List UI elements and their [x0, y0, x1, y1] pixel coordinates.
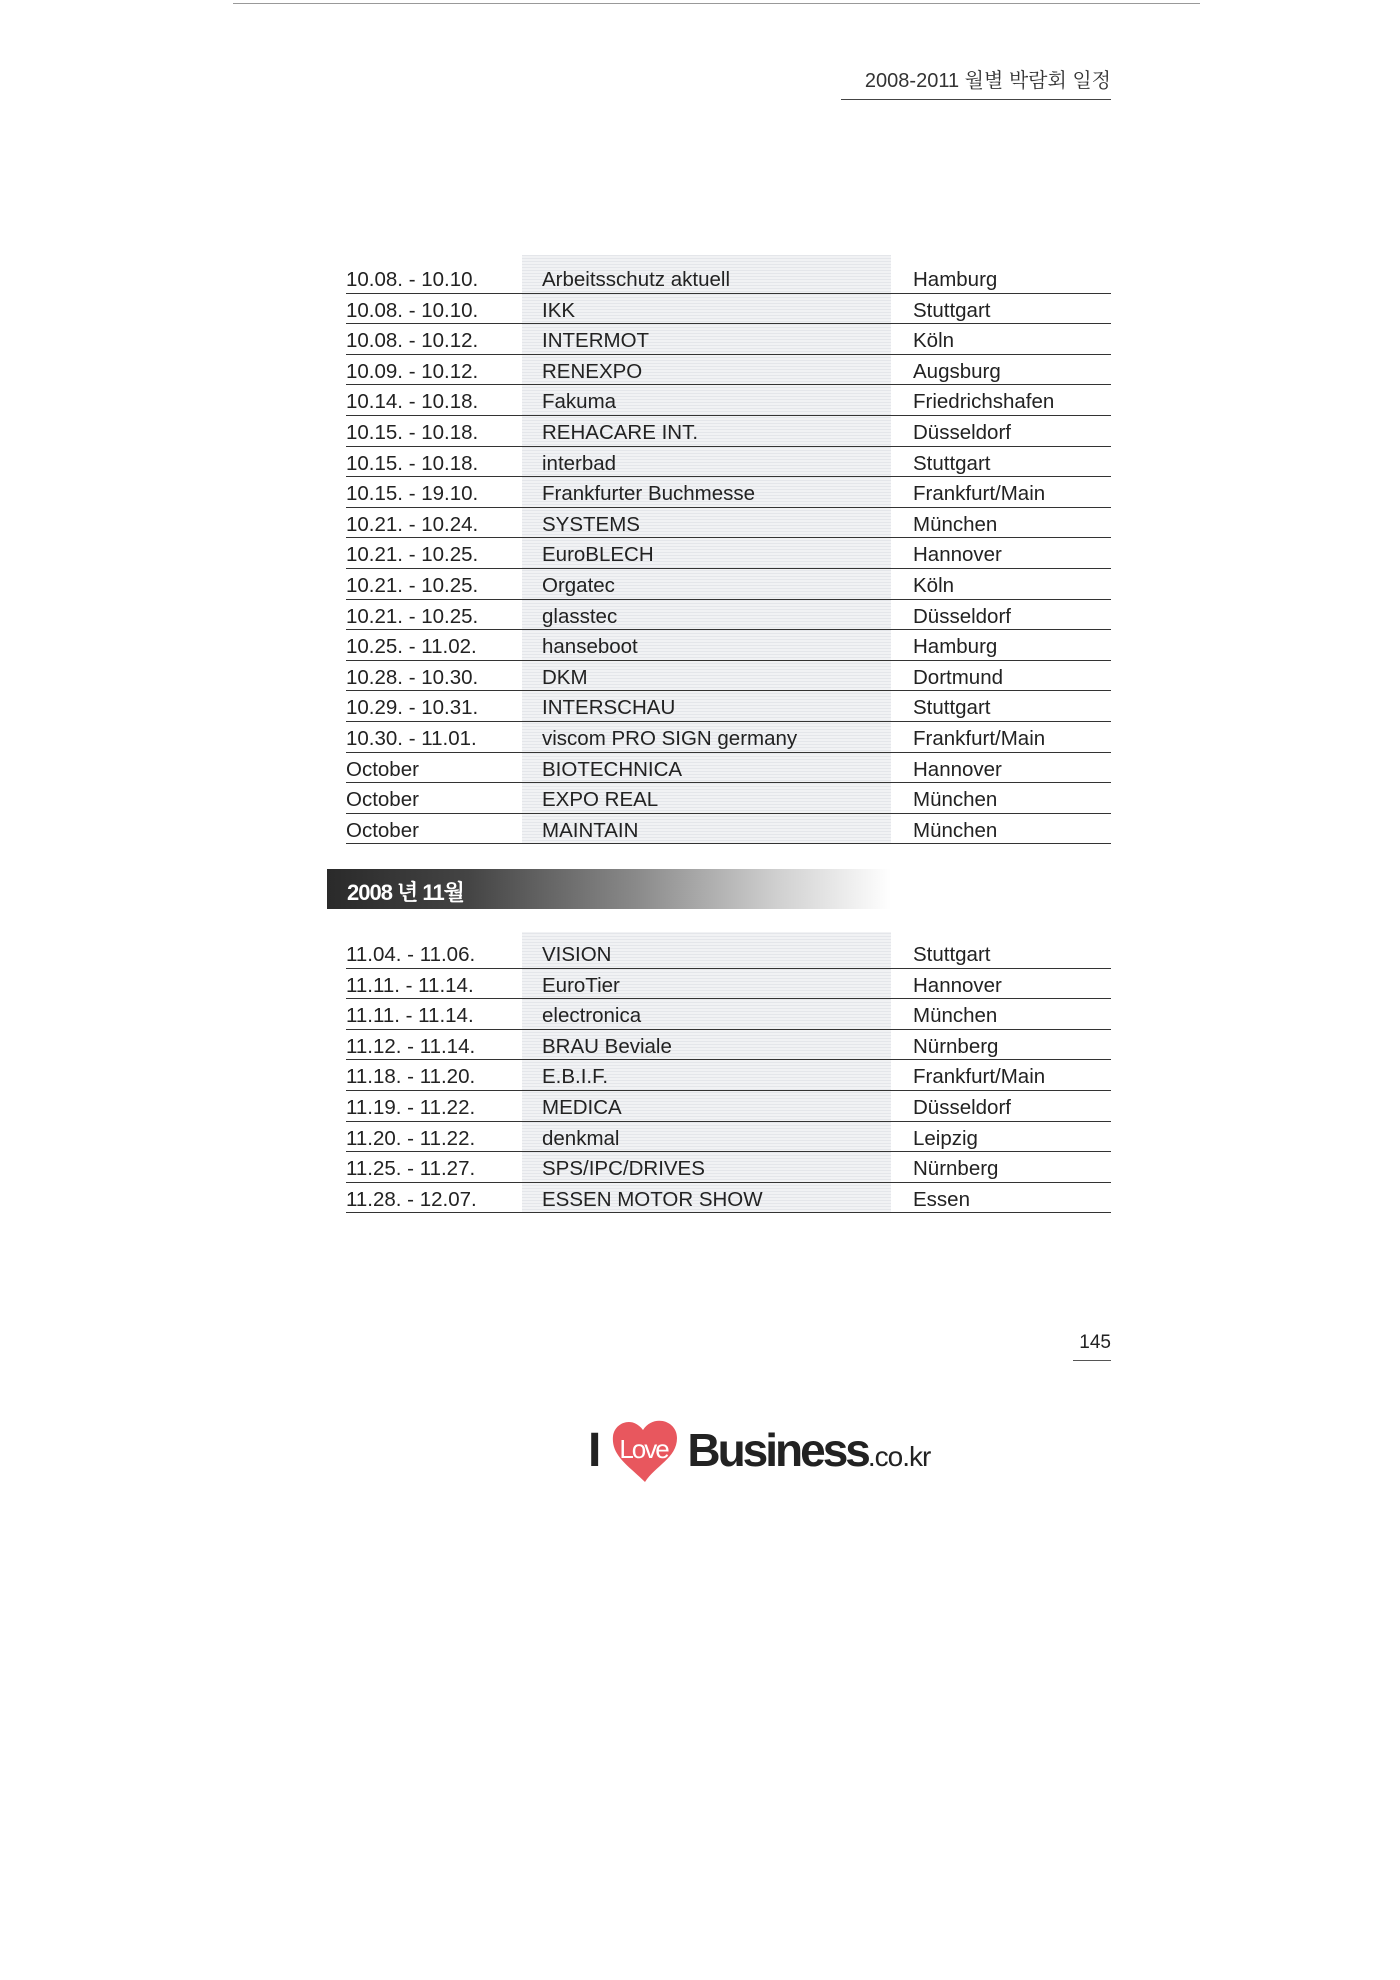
fair-date: 11.20. - 11.22. — [346, 1126, 476, 1150]
table-row — [346, 814, 1111, 845]
table-row — [346, 600, 1111, 631]
fair-city: Augsburg — [913, 359, 1001, 383]
table-row — [346, 263, 1111, 294]
fair-date: 10.21. - 10.25. — [346, 573, 479, 597]
fair-city: Frankfurt/Main — [913, 726, 1046, 750]
table-row — [346, 722, 1111, 753]
table-row — [346, 324, 1111, 355]
fair-date: 10.15. - 10.18. — [346, 451, 479, 475]
table-row — [346, 1122, 1111, 1153]
fair-date: 10.15. - 10.18. — [346, 420, 479, 444]
fair-name: MAINTAIN — [542, 818, 639, 842]
fair-city: Hamburg — [913, 268, 998, 291]
table-row — [346, 508, 1111, 539]
fair-date: 11.11. - 11.14. — [346, 1004, 474, 1028]
table-row — [346, 661, 1111, 692]
fair-city: Hannover — [913, 973, 1002, 997]
table-row — [346, 1183, 1111, 1214]
fair-city: Köln — [913, 573, 955, 597]
fair-date: 11.04. - 11.06. — [346, 943, 476, 966]
fair-name: SYSTEMS — [542, 512, 640, 536]
heart-icon — [609, 1414, 681, 1486]
table-row — [346, 416, 1111, 447]
fair-name: electronica — [542, 1004, 642, 1028]
fair-date: October — [346, 788, 419, 812]
fair-name: EuroBLECH — [542, 543, 654, 567]
fair-city: Friedrichshafen — [913, 390, 1055, 414]
november-fair-table — [346, 938, 1111, 1213]
table-row — [346, 691, 1111, 722]
fair-city: Nürnberg — [913, 1157, 999, 1181]
running-title: 2008-2011 월별 박람회 일정 — [864, 70, 1111, 92]
fair-city: Köln — [913, 329, 955, 353]
page-number-underline — [1073, 1360, 1111, 1361]
fair-name: E.B.I.F. — [542, 1065, 609, 1089]
fair-date: 10.08. - 10.10. — [346, 268, 479, 291]
fair-city: Düsseldorf — [913, 420, 1011, 444]
fair-date: 10.25. - 11.02. — [346, 635, 477, 659]
fair-city: München — [913, 512, 998, 536]
ilovebusiness-logo — [588, 1410, 930, 1490]
fair-name: INTERSCHAU — [542, 696, 676, 720]
fair-city: Frankfurt/Main — [913, 482, 1046, 506]
table-row — [346, 294, 1111, 325]
fair-city: Stuttgart — [913, 451, 991, 475]
fair-name: ESSEN MOTOR SHOW — [542, 1187, 763, 1211]
fair-date: 10.08. - 10.10. — [346, 298, 479, 322]
fair-date: 11.11. - 11.14. — [346, 973, 474, 997]
fair-name: DKM — [542, 665, 588, 689]
fair-name: INTERMOT — [542, 329, 650, 353]
fair-name: RENEXPO — [542, 359, 643, 383]
table-row — [346, 477, 1111, 508]
fair-city: München — [913, 788, 998, 812]
table-row — [346, 538, 1111, 569]
fair-date: October — [346, 818, 419, 842]
running-title-underline — [841, 99, 1111, 100]
fair-name: Arbeitsschutz aktuell — [542, 268, 731, 291]
table-row — [346, 1091, 1111, 1122]
table-row — [346, 447, 1111, 478]
fair-date: 11.18. - 11.20. — [346, 1065, 476, 1089]
fair-name: MEDICA — [542, 1095, 622, 1119]
fair-date: 10.21. - 10.25. — [346, 604, 479, 628]
fair-date: 10.09. - 10.12. — [346, 359, 479, 383]
fair-name: hanseboot — [542, 635, 638, 659]
fair-name: REHACARE INT. — [542, 420, 699, 444]
table-row — [346, 1060, 1111, 1091]
fair-city: Dortmund — [913, 665, 1004, 689]
fair-city: Nürnberg — [913, 1034, 999, 1058]
fair-city: Hamburg — [913, 635, 998, 659]
fair-date: 10.21. - 10.24. — [346, 512, 479, 536]
fair-name: interbad — [542, 451, 617, 475]
fair-city: Hannover — [913, 543, 1002, 567]
month-heading: 2008 년 11월 — [347, 880, 464, 905]
fair-name: EuroTier — [542, 973, 620, 997]
fair-city: Düsseldorf — [913, 604, 1011, 628]
fair-name: Frankfurter Buchmesse — [542, 482, 756, 506]
logo-domain: .co.kr — [867, 1441, 931, 1472]
fair-name: EXPO REAL — [542, 788, 659, 812]
table-row — [346, 969, 1111, 1000]
fair-date: 11.19. - 11.22. — [346, 1095, 476, 1119]
month-heading-band — [327, 869, 891, 909]
fair-date: 10.08. - 10.12. — [346, 329, 479, 353]
table-row — [346, 1030, 1111, 1061]
fair-name: glasstec — [542, 604, 618, 628]
table-row — [346, 783, 1111, 814]
fair-city: München — [913, 1004, 998, 1028]
fair-name: BIOTECHNICA — [542, 757, 683, 781]
fair-date: 11.28. - 12.07. — [346, 1187, 477, 1211]
fair-city: Stuttgart — [913, 696, 991, 720]
fair-date: 10.15. - 19.10. — [346, 482, 479, 506]
page-number: 145 — [1079, 1332, 1111, 1353]
table-row — [346, 1152, 1111, 1183]
fair-city: Hannover — [913, 757, 1002, 781]
fair-date: 10.28. - 10.30. — [346, 665, 479, 689]
fair-name: BRAU Beviale — [542, 1034, 672, 1058]
logo-love: Love — [619, 1434, 668, 1464]
fair-city: Frankfurt/Main — [913, 1065, 1046, 1089]
fair-date: 11.25. - 11.27. — [346, 1157, 476, 1181]
october-fair-table — [346, 263, 1111, 844]
fair-name: denkmal — [542, 1126, 620, 1150]
fair-city: Essen — [913, 1187, 970, 1211]
fair-date: October — [346, 757, 419, 781]
fair-name: VISION — [542, 943, 612, 966]
table-row — [346, 938, 1111, 969]
fair-city: Düsseldorf — [913, 1095, 1011, 1119]
top-rule — [233, 3, 1200, 4]
fair-date: 11.12. - 11.14. — [346, 1034, 476, 1058]
logo-i: I — [588, 1423, 602, 1477]
fair-city: München — [913, 818, 998, 842]
fair-date: 10.14. - 10.18. — [346, 390, 479, 414]
fair-name: Fakuma — [542, 390, 617, 414]
fair-city: Leipzig — [913, 1126, 978, 1150]
fair-name: viscom PRO SIGN germany — [542, 726, 798, 750]
table-row — [346, 569, 1111, 600]
fair-city: Stuttgart — [913, 298, 991, 322]
fair-date: 10.29. - 10.31. — [346, 696, 479, 720]
table-row — [346, 999, 1111, 1030]
fair-name: SPS/IPC/DRIVES — [542, 1157, 705, 1181]
logo-business: Business — [687, 1424, 868, 1476]
fair-date: 10.21. - 10.25. — [346, 543, 479, 567]
table-row — [346, 355, 1111, 386]
fair-date: 10.30. - 11.01. — [346, 726, 477, 750]
table-row — [346, 630, 1111, 661]
table-row — [346, 753, 1111, 784]
fair-city: Stuttgart — [913, 943, 991, 966]
table-row — [346, 385, 1111, 416]
fair-name: Orgatec — [542, 573, 615, 597]
fair-name: IKK — [542, 298, 576, 322]
